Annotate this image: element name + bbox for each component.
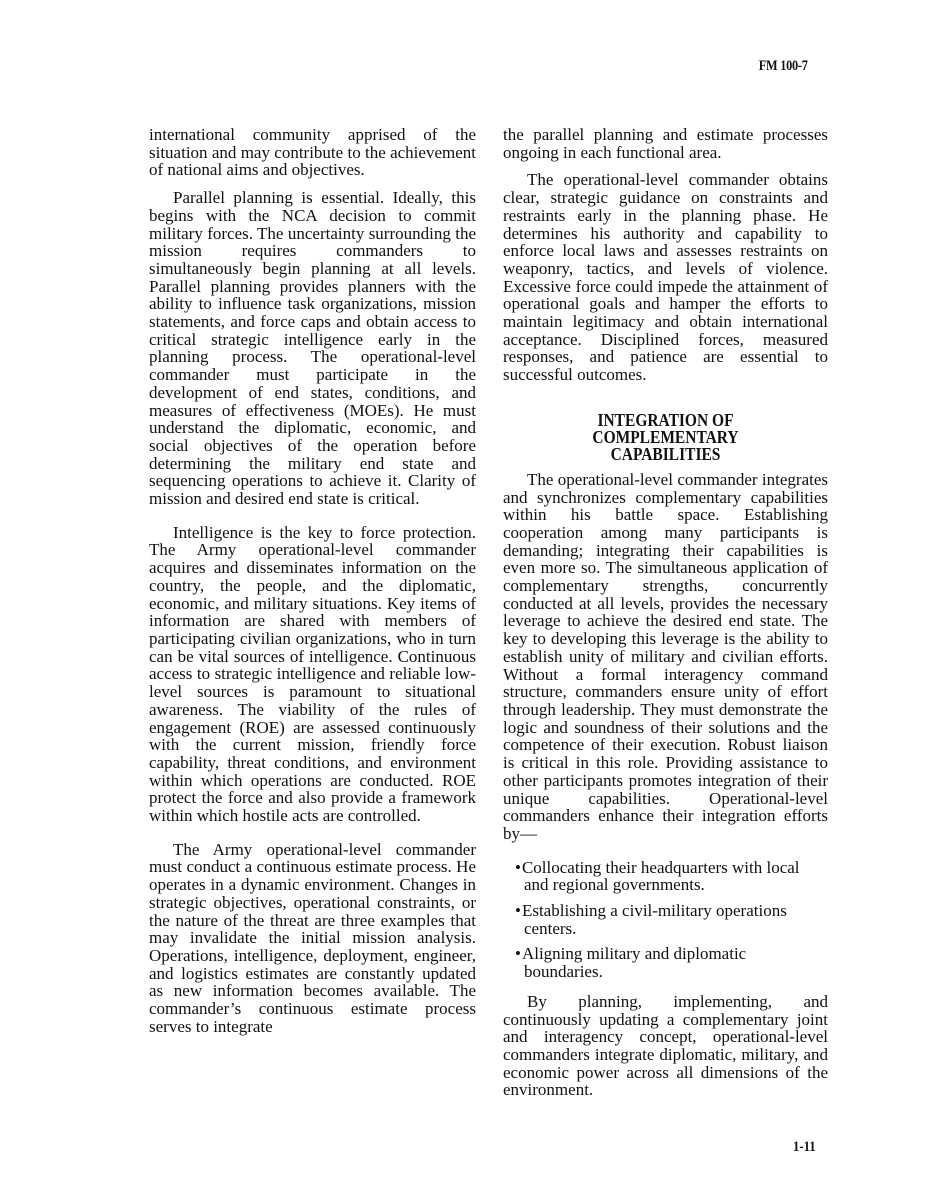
- list-item: [515, 902, 828, 937]
- paragraph-intelligence: Intelligence is the key to force protection. The Army operational-level commander acquires and disseminates information on the country, the people, and the diplomatic, economic, and military situations. Key items of information are shared with members of participating civilian organizations, who in turn can be vital sources of intelligence. Continuous access to strategic intelligence and reliable low-level sources is paramount to situational awareness. The viability of the rules of engagement (ROE) are assessed continuously with the current mission, friendly force capability, threat conditions, and environment within which operations are conducted. ROE protect the force and also provide a framework within which hostile acts are controlled.: [149, 522, 476, 826]
- left-column: [149, 126, 476, 1051]
- bullet-list: [503, 859, 828, 981]
- section-heading-line-1: INTEGRATION OF COMPLEMENTARY: [592, 409, 739, 447]
- paragraph-integration: The operational-level commander integrates and synchronizes complementary capabilities within his battle space. Establishing cooperation among many participants is demanding; integrating their capabilities is even more so. The simultaneous application of complementary strengths, concurrently conducted at all levels, provides the necessary leverage to achieve the desired end state. The key to developing this leverage is the ability to establish unity of military and civilian efforts. Without a formal interagency command structure, commanders ensure unity of effort through leadership. They must demonstrate the logic and soundness of their solutions and the competence of their execution. Robust liaison is critical in this role. Providing assistance to other participants promotes integration of their unique capabilities. Operational-level commanders enhance their integration efforts by—: [503, 469, 828, 843]
- list-item-text: Establishing a civil-military operations centers.: [521, 901, 787, 938]
- right-column: [503, 126, 828, 1115]
- paragraph-closing: By planning, implementing, and continuously updating a complementary joint and interagency concept, operational-level commanders integrate diplomatic, military, and economic power across all dimensions of the environment.: [503, 991, 828, 1100]
- paragraph-estimate-process: The Army operational-level commander must conduct a continuous estimate process. He operates in a dynamic environment. Changes in strategic objectives, operational constraints, or the nature of the threat are three examples that may invalidate the initial mission analysis. Operations, intelligence, deployment, engineer, and logistics estimates are constantly updated as new information becomes available. The commander’s continuous estimate process serves to integrate: [149, 839, 476, 1036]
- bullet-marker: •: [515, 857, 521, 877]
- paragraph-continuation-right: the parallel planning and estimate processes ongoing in each functional area.: [503, 125, 828, 162]
- list-item-text: Collocating their headquarters with local and regional governments.: [521, 857, 800, 895]
- paragraph-parallel-planning: Parallel planning is essential. Ideally, this begins with the NCA decision to commit military forces. The uncertainty surrounding the mission requires commanders to simultaneously begin planning at all levels. Parallel planning provides planners with the ability to influence task organizations, mission statements, and force caps and obtain access to critical strategic intelligence early in the planning process. The operational-level commander must participate in the development of end states, conditions, and measures of effectiveness (MOEs). He must understand the diplomatic, economic, and social objectives of the operation before determining the military end state and sequencing operations to achieve it. Clarity of mission and desired end state is critical.: [149, 188, 476, 509]
- paragraph-continuation: international community apprised of the situation and may contribute to the achievement of national aims and objectives.: [149, 125, 476, 180]
- section-heading: [526, 409, 806, 464]
- list-item: [515, 859, 828, 894]
- page-number: 1-11: [793, 1139, 816, 1155]
- list-item: [515, 945, 828, 980]
- paragraph-constraints: The operational-level commander obtains clear, strategic guidance on constraints and restraints early in the planning phase. He determines his authority and capability to enforce local laws and assesses restraints on weaponry, tactics, and levels of violence. Excessive force could impede the attainment of operational goals and hamper the efforts to maintain legitimacy and obtain international acceptance. Disciplined forces, measured responses, and patience are essential to successful outcomes.: [503, 170, 828, 385]
- bullet-marker: •: [515, 901, 521, 921]
- page-header-manual-id: FM 100-7: [759, 58, 808, 74]
- list-item-text: Aligning military and diplomatic boundaries.: [521, 944, 747, 982]
- section-heading-line-2: CAPABILITIES: [610, 443, 721, 464]
- bullet-marker: •: [515, 944, 521, 964]
